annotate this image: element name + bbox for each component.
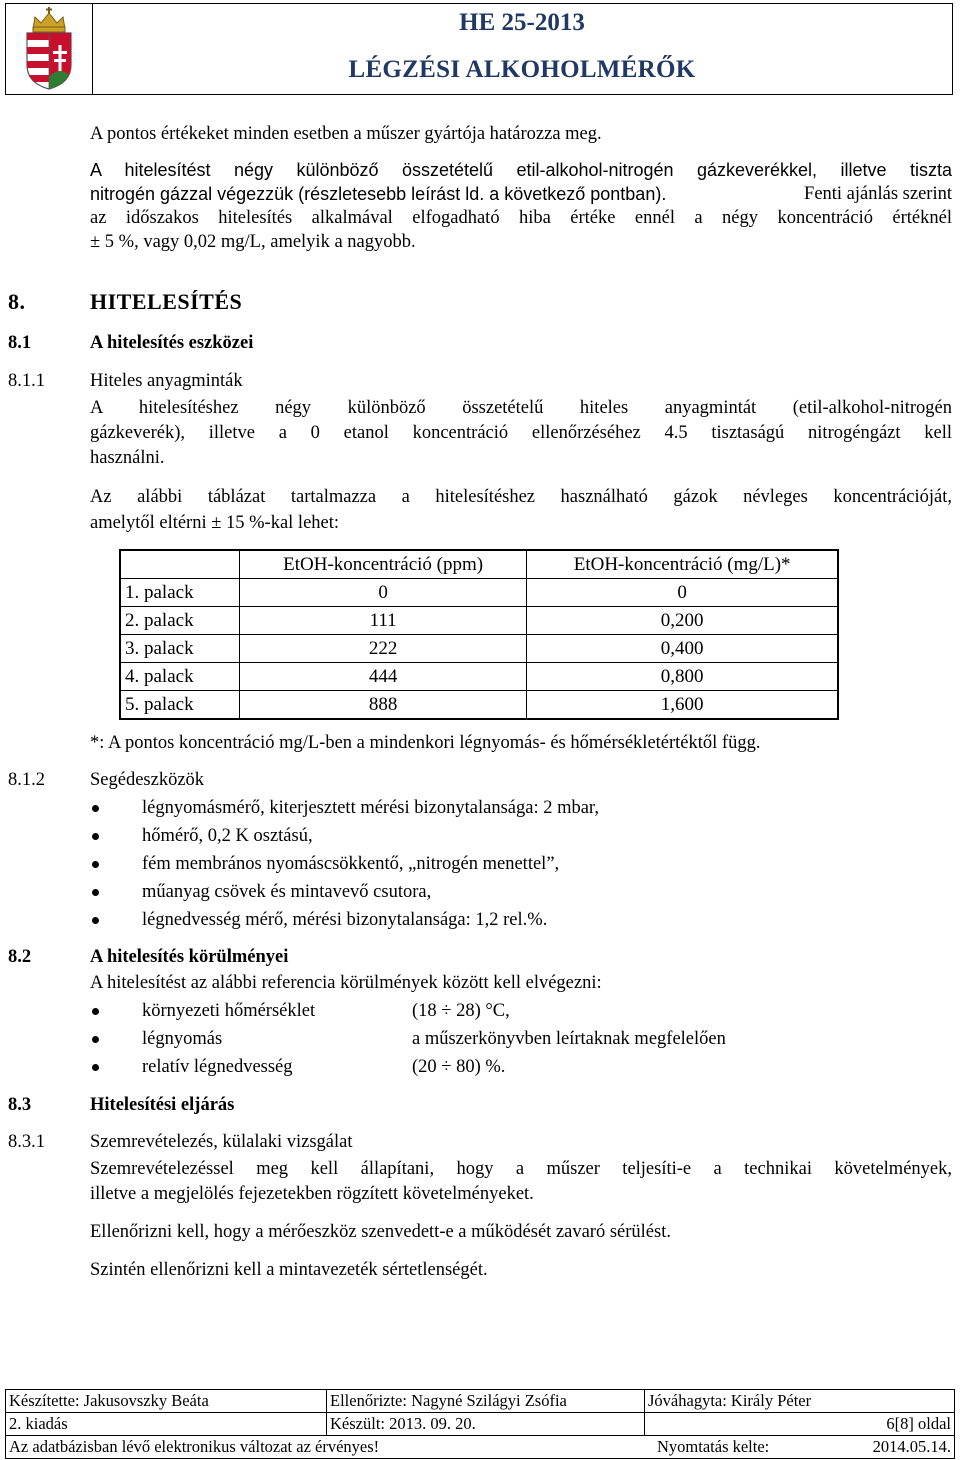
footer-print-date: 2014.05.14. — [872, 1437, 951, 1456]
document-title: LÉGZÉSI ALKOHOLMÉRŐK — [348, 56, 696, 83]
condition-value: a műszerkönyvben leírtaknak megfelelően — [412, 1029, 726, 1049]
table-header-cell: EtOH-koncentráció (ppm) — [240, 550, 527, 579]
table-cell: 1,600 — [527, 691, 838, 720]
condition-label: relatív légnedvesség — [142, 1057, 293, 1077]
section-8-3-1-p1-line-2: illetve a megjelölés fejezetekben rögzített követelményeket. — [90, 1184, 534, 1204]
section-8-1-2-number: 8.1.2 — [8, 770, 45, 790]
intro-paragraph-2-line-2b: Fenti ajánlás szerint — [804, 184, 952, 204]
table-cell: 3. palack — [120, 635, 240, 663]
footer-checked: Ellenőrizte: Nagyné Szilágyi Zsófia — [326, 1390, 644, 1412]
section-8-3-title: Hitelesítési eljárás — [90, 1095, 235, 1115]
bullet-icon — [90, 796, 108, 820]
section-8-1-number: 8.1 — [8, 333, 32, 353]
intro-paragraph-2-line-1: A hitelesítést négy különböző összetételű etil-alkohol-nitrogén gázkeverékkel, illetve tiszta — [90, 160, 952, 180]
intro-paragraph-2-line-3: az időszakos hitelesítés alkalmával elfogadható hiba értéke ennél a négy koncentráció értéknél — [90, 208, 952, 228]
table-row — [120, 635, 838, 663]
section-8-number: 8. — [8, 289, 26, 314]
document-header — [5, 3, 953, 95]
table-cell: 2. palack — [120, 607, 240, 635]
bullet-icon — [90, 1055, 108, 1079]
table-row — [120, 691, 838, 720]
table-cell: 444 — [240, 663, 527, 691]
section-8-2-intro: A hitelesítést az alábbi referencia körülmények között kell elvégezni: — [90, 973, 602, 993]
table-cell: 4. palack — [120, 663, 240, 691]
table-cell: 5. palack — [120, 691, 240, 720]
list-item: fém membrános nyomáscsökkentő, „nitrogén menettel”, — [142, 854, 560, 874]
footer-approved: Jóváhagyta: Király Péter — [644, 1390, 954, 1412]
table-header-row — [120, 550, 838, 579]
table-cell: 0,400 — [527, 635, 838, 663]
section-8-1-1-p1-line-2: gázkeverék), illetve a 0 etanol koncentráció ellenőrzéséhez 4.5 tisztaságú nitrogéngázt kell — [90, 423, 952, 443]
document-id: HE 25-2013 — [459, 9, 585, 36]
section-8-1-1-title: Hiteles anyagminták — [90, 371, 243, 391]
table-cell: 222 — [240, 635, 527, 663]
bullet-icon — [90, 1027, 108, 1051]
footer-validity: Az adatbázisban lévő elektronikus változat az érvényes! — [9, 1437, 380, 1456]
section-8-3-number: 8.3 — [8, 1095, 32, 1115]
footer-edition: 2. kiadás — [9, 1414, 68, 1433]
concentration-table — [119, 549, 839, 720]
table-footnote: *: A pontos koncentráció mg/L-ben a mindenkori légnyomás- és hőmérsékletértéktől függ. — [90, 733, 761, 753]
table-cell: 1. palack — [120, 579, 240, 607]
table-cell: 0 — [527, 579, 838, 607]
section-8-1-1-p1-line-3: használni. — [90, 448, 165, 468]
section-8-1-title: A hitelesítés eszközei — [90, 333, 254, 353]
section-8-3-1-p3: Szintén ellenőrizni kell a mintavezeték sértetlenségét. — [90, 1260, 488, 1280]
logo-cell — [6, 4, 93, 94]
bullet-icon — [90, 880, 108, 904]
condition-label: környezeti hőmérséklet — [142, 1001, 316, 1021]
table-row — [120, 607, 838, 635]
bullet-icon — [90, 999, 108, 1023]
intro-paragraph-2-line-2 — [90, 182, 952, 207]
section-8-2-number: 8.2 — [8, 947, 32, 967]
section-8-1-1-number: 8.1.1 — [8, 371, 45, 391]
table-row — [120, 579, 838, 607]
footer-prepared: Készítette: Jakusovszky Beáta — [9, 1391, 209, 1410]
intro-paragraph-2-line-2a: nitrogén gázzal végezzük (részletesebb leírást ld. a következő pontban). — [90, 184, 667, 204]
section-8-3-1-p2: Ellenőrizni kell, hogy a mérőeszköz szenvedett-e a működését zavaró sérülést. — [90, 1222, 671, 1242]
intro-paragraph-1: A pontos értékeket minden esetben a műszer gyártója határozza meg. — [90, 124, 602, 144]
section-8-1-1-p2-line-2: amelytől eltérni ± 15 %-kal lehet: — [90, 513, 340, 533]
section-8-2-title: A hitelesítés körülményei — [90, 947, 289, 967]
document-footer — [5, 1389, 955, 1459]
section-8-title: HITELESÍTÉS — [90, 289, 243, 314]
condition-label: légnyomás — [142, 1029, 223, 1049]
section-8-3-1-number: 8.3.1 — [8, 1132, 45, 1152]
table-cell: 0,800 — [527, 663, 838, 691]
list-item: légnedvesség mérő, mérési bizonytalansága: 1,2 rel.%. — [142, 910, 548, 930]
list-item: légnyomásmérő, kiterjesztett mérési bizonytalansága: 2 mbar, — [142, 798, 599, 818]
list-item: hőmérő, 0,2 K osztású, — [142, 826, 313, 846]
table-cell: 0 — [240, 579, 527, 607]
section-8-1-1-p1-line-1: A hitelesítéshez négy különböző összetételű hiteles anyagmintát (etil-alkohol-nitrogén — [90, 398, 952, 418]
intro-paragraph-2-line-4: ± 5 %, vagy 0,02 mg/L, amelyik a nagyobb. — [90, 232, 416, 252]
table-header-cell — [120, 550, 240, 579]
section-8-3-1-title: Szemrevételezés, külalaki vizsgálat — [90, 1132, 353, 1152]
footer-page: 6[8] oldal — [644, 1413, 954, 1435]
list-item: műanyag csövek és mintavevő csutora, — [142, 882, 432, 902]
table-row — [120, 663, 838, 691]
condition-value: (18 ÷ 28) °C, — [412, 1001, 510, 1021]
table-cell: 111 — [240, 607, 527, 635]
hungarian-coat-of-arms-icon — [19, 7, 79, 91]
section-8-3-1-p1-line-1: Szemrevételezéssel meg kell állapítani, hogy a műszer teljesíti-e a technikai követelmények, — [90, 1159, 952, 1179]
section-8-1-1-p2-line-1: Az alábbi táblázat tartalmazza a hitelesítéshez használható gázok névleges koncentrációját, — [90, 487, 952, 507]
table-cell: 888 — [240, 691, 527, 720]
bullet-icon — [90, 824, 108, 848]
footer-row — [6, 1413, 954, 1436]
table-cell: 0,200 — [527, 607, 838, 635]
section-8-1-2-title: Segédeszközök — [90, 770, 205, 790]
table-header-cell: EtOH-koncentráció (mg/L)* — [527, 550, 838, 579]
footer-print-label: Nyomtatás kelte: — [657, 1437, 770, 1456]
bullet-icon — [90, 908, 108, 932]
footer-row — [6, 1436, 954, 1458]
bullet-icon — [90, 852, 108, 876]
footer-created: Készült: 2013. 09. 20. — [326, 1413, 644, 1435]
condition-value: (20 ÷ 80) %. — [412, 1057, 506, 1077]
footer-row — [6, 1390, 954, 1413]
